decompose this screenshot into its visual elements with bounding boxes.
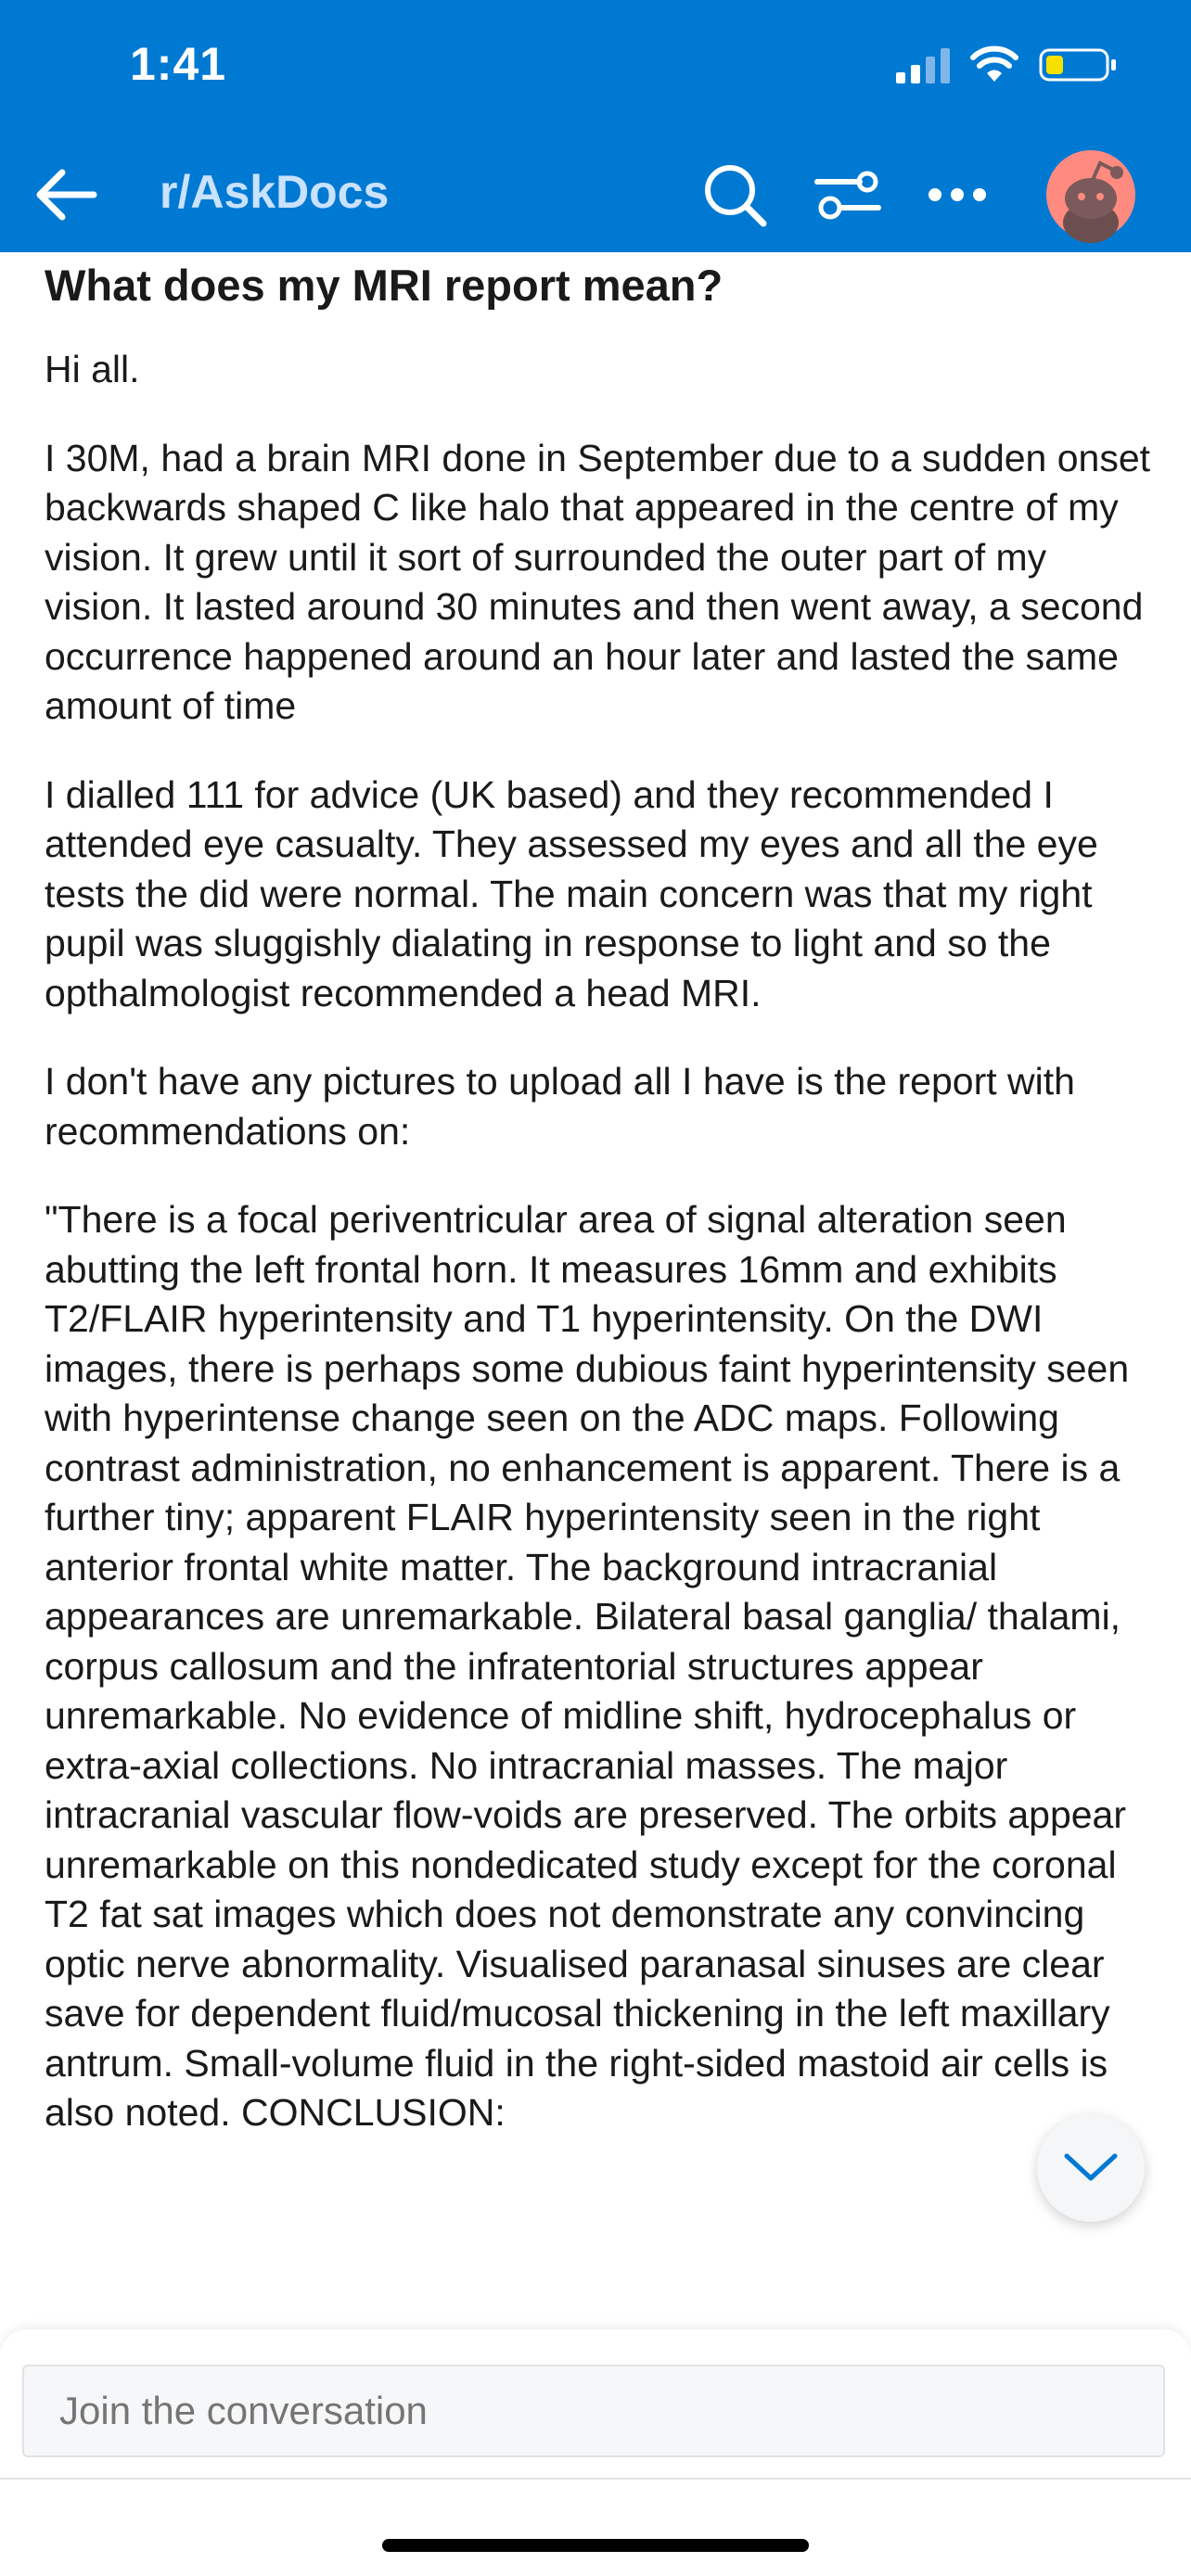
divider (0, 2478, 1191, 2480)
more-button[interactable] (918, 156, 996, 234)
post-title: What does my MRI report mean? (45, 261, 724, 310)
app-header (0, 0, 1191, 252)
post-paragraph-2: I 30M, had a brain MRI done in September due to a sudden onset backwards shaped C like halo that appeared in the centre of my vision. It grew until it sort of surrounded the outer part of my vision. It lasted around 30 minutes and then went away, a second occurrence happened around an hour later and lasted the same amount of time (45, 436, 1151, 727)
wifi-icon (970, 46, 1018, 83)
nav-row (0, 139, 1191, 250)
snoo-avatar-icon (1046, 150, 1135, 239)
home-indicator[interactable] (382, 2539, 809, 2552)
status-icons (896, 45, 1117, 85)
post-paragraph-5: "There is a focal periventricular area of signal alteration seen abutting the left frontal horn. It measures 16mm and exhibits T2/FLAIR hyperintensity and T1 hyperintensity. On the DWI images, there is perhaps some dubious faint hyperintensity seen with hyperintense change seen on the ADC maps. Following contrast administration, no enhancement is apparent. There is a further tiny; apparent FLAIR hyperintensity seen in the right anterior frontal white matter. The background intracranial appearances are unremarkable. Bilateral basal ganglia/ thalami, corpus callosum and the infratentorial structures appear unremarkable. No evidence of midline shift, hydrocephalus or extra-axial collections. No intracranial masses. The major intracranial vascular flow-voids are preserved. The orbits appear unremarkable on this nondedicated study except for the coronal T2 fat sat images which does not demonstrate any convincing optic nerve abnormality. Visualised paranasal sinuses are clear save for dependent fluid/mucosal thickening in the left maxillary antrum. Small-volume fluid in the right-sided mastoid air cells is also noted. CONCLUSION: (45, 1198, 1130, 2134)
signal-icon (896, 46, 950, 83)
join-conversation-input[interactable] (22, 2365, 1165, 2457)
battery-icon (1039, 46, 1117, 83)
post-body (45, 258, 1158, 2134)
search-button[interactable] (696, 156, 774, 234)
post-paragraph-3: I dialled 111 for advice (UK based) and they recommended I attended eye casualty. They assessed my eyes and all the eye tests the did were normal. The main concern was that my right pupil was sluggishly dialating in response to light and so the opthalmologist recommended a head MRI. (45, 772, 1098, 1014)
user-avatar[interactable] (1046, 150, 1135, 239)
post-paragraph-4: I don't have any pictures to upload all I have is the report with recommendations on: (45, 1060, 1075, 1153)
subreddit-name[interactable]: r/AskDocs (160, 166, 390, 218)
scroll-down-button[interactable] (1037, 2114, 1145, 2222)
chevron-down-icon (1063, 2152, 1119, 2184)
sliders-icon (813, 165, 882, 224)
post-paragraph-1: Hi all. (45, 348, 140, 390)
status-time: 1:41 (130, 38, 227, 90)
back-button[interactable] (30, 158, 104, 232)
more-horizontal-icon (927, 185, 988, 204)
filter-button[interactable] (809, 156, 887, 234)
arrow-left-icon (34, 167, 99, 223)
search-icon (702, 162, 767, 227)
